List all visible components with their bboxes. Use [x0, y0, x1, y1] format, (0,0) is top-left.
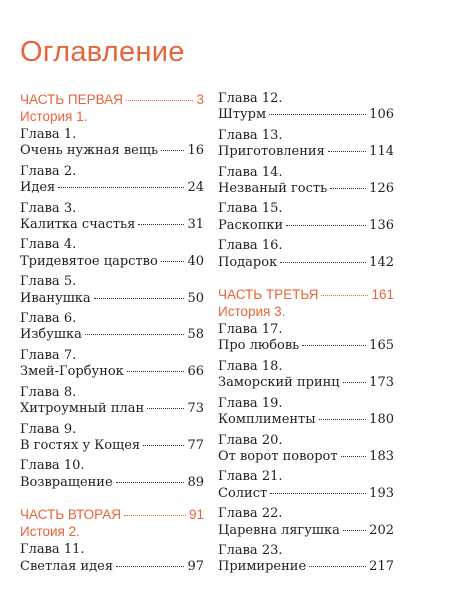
leader-dots [147, 408, 184, 409]
part-page: 161 [371, 287, 394, 303]
toc-entry[interactable] [218, 165, 394, 198]
chapter-row [20, 475, 204, 491]
chapter-title: Очень нужная вещь [20, 143, 159, 159]
chapter-page: 58 [187, 327, 204, 343]
chapter-number: Глава 15. [218, 201, 283, 217]
toc-entry[interactable] [218, 201, 394, 234]
toc-entry[interactable] [20, 385, 204, 418]
chapter-number: Глава 9. [20, 421, 77, 437]
chapter-page: 165 [369, 338, 394, 354]
chapter-title: Примирение [218, 559, 307, 575]
toc-entry[interactable] [20, 237, 204, 270]
chapter-title: Царевна лягушка [218, 522, 340, 538]
chapter-row [218, 107, 394, 123]
chapter-page: 24 [187, 180, 204, 196]
chapter-page: 66 [187, 364, 204, 380]
part-label: ЧАСТЬ ТРЕТЬЯ [218, 287, 319, 303]
leader-dots [270, 493, 366, 494]
chapter-title: Змей-Горбунок [20, 364, 124, 380]
chapter-title: Про любовь [218, 338, 300, 354]
leader-dots [126, 100, 194, 101]
chapter-number: Глава 18. [218, 358, 283, 374]
chapter-title: Комплименты [218, 412, 316, 428]
chapter-row [20, 254, 204, 270]
toc-entry[interactable] [218, 128, 394, 161]
toc-entry[interactable] [218, 238, 394, 271]
chapter-page: 114 [369, 144, 394, 160]
chapter-title: Солист [218, 485, 268, 501]
leader-dots [269, 114, 366, 115]
chapter-number: Глава 1. [20, 127, 77, 142]
chapter-row [218, 255, 394, 271]
chapter-title: От ворот поворот [218, 448, 338, 464]
chapter-page: 173 [369, 375, 394, 391]
leader-dots [116, 566, 184, 567]
leader-dots [94, 298, 185, 299]
chapter-page: 136 [369, 217, 394, 233]
leader-dots [302, 345, 366, 346]
leader-dots [319, 419, 367, 420]
chapter-number: Глава 12. [218, 91, 283, 106]
toc-entry[interactable] [20, 542, 204, 575]
toc-entry[interactable] [218, 359, 394, 392]
toc-entry[interactable] [20, 422, 204, 455]
chapter-row [20, 364, 204, 380]
leader-dots [161, 261, 185, 262]
toc-left-column [20, 91, 204, 579]
chapter-number: Глава 7. [20, 347, 77, 363]
leader-dots [343, 530, 366, 531]
leader-dots [116, 482, 185, 483]
chapter-page: 97 [187, 558, 204, 574]
chapter-number: Глава 10. [20, 458, 85, 474]
chapter-page: 73 [187, 401, 204, 417]
chapter-page: 217 [369, 559, 394, 575]
part-heading-1[interactable] [20, 91, 204, 108]
chapter-title: Хитроумный план [20, 401, 145, 417]
chapter-number: Глава 23. [218, 542, 283, 558]
chapter-title: Приготовления [218, 144, 325, 160]
toc-entry[interactable] [218, 506, 394, 539]
chapter-row [218, 181, 394, 197]
chapter-row [218, 144, 394, 160]
chapter-number: Глава 14. [218, 164, 283, 180]
leader-dots [161, 150, 184, 151]
chapter-number: Глава 6. [20, 311, 77, 327]
toc-entry[interactable] [20, 348, 204, 381]
toc-entry[interactable] [20, 201, 204, 234]
chapter-title: Светлая идея [20, 558, 114, 574]
chapter-row [20, 327, 204, 343]
chapter-row [218, 412, 394, 428]
toc-entry[interactable] [218, 543, 394, 576]
chapter-row [218, 486, 394, 502]
chapter-page: 40 [187, 253, 204, 269]
chapter-row [20, 180, 204, 196]
leader-dots [321, 295, 368, 296]
part-label: ЧАСТЬ ВТОРАЯ [20, 507, 121, 523]
chapter-title: Подарок [218, 254, 278, 270]
chapter-title: Возвращение [20, 474, 113, 490]
leader-dots [127, 371, 185, 372]
chapter-list-2 [20, 542, 204, 575]
chapter-page: 183 [369, 448, 394, 464]
chapter-number: Глава 11. [20, 542, 85, 558]
toc-entry[interactable] [218, 469, 394, 502]
chapter-number: Глава 17. [218, 322, 283, 338]
chapter-number: Глава 16. [218, 238, 283, 254]
chapter-number: Глава 22. [218, 506, 283, 522]
toc-right-column [218, 91, 394, 580]
chapter-page: 31 [187, 217, 204, 233]
chapter-number: Глава 5. [20, 274, 77, 290]
chapter-row [218, 449, 394, 465]
chapter-row [218, 375, 394, 391]
chapter-number: Глава 19. [218, 395, 283, 411]
chapter-title: Калитка счастья [20, 217, 136, 233]
toc-entry[interactable] [20, 127, 204, 160]
story-heading-1: История 1. [20, 109, 88, 124]
leader-dots [309, 566, 366, 567]
chapter-title: Незваный гость [218, 181, 328, 197]
chapter-number: Глава 8. [20, 384, 77, 400]
chapter-page: 126 [369, 181, 394, 197]
chapter-number: Глава 2. [20, 163, 77, 179]
chapter-row [20, 217, 204, 233]
story-heading-3: История 3. [218, 304, 286, 320]
chapter-row [218, 559, 394, 575]
toc-entry[interactable] [218, 91, 394, 124]
leader-dots [85, 334, 185, 335]
chapter-page: 106 [369, 107, 394, 123]
toc-entry[interactable] [20, 274, 204, 307]
chapter-row [20, 291, 204, 307]
leader-dots [328, 151, 366, 152]
chapter-page: 193 [369, 485, 394, 501]
part-page: 91 [188, 507, 204, 523]
toc-entry[interactable] [218, 433, 394, 466]
chapter-title: Иванушка [20, 290, 91, 306]
leader-dots [124, 515, 186, 516]
chapter-title: Идея [20, 180, 56, 196]
chapter-list-1 [20, 127, 204, 491]
chapter-row [20, 401, 204, 417]
chapter-row [218, 218, 394, 234]
toc-entry[interactable] [20, 458, 204, 491]
leader-dots [343, 382, 367, 383]
chapter-number: Глава 20. [218, 432, 283, 448]
toc-entry[interactable] [218, 396, 394, 429]
chapter-page: 202 [369, 522, 394, 538]
leader-dots [58, 187, 184, 188]
toc-entry[interactable] [218, 322, 394, 355]
chapter-page: 16 [187, 143, 204, 159]
chapter-title: Штурм [218, 107, 267, 123]
chapter-list-2b [218, 91, 394, 271]
chapter-page: 180 [369, 412, 394, 428]
chapter-row [20, 438, 204, 454]
chapter-title: Раскопки [218, 217, 284, 233]
chapter-title: В гостях у Кощея [20, 437, 141, 453]
chapter-page: 50 [187, 290, 204, 306]
leader-dots [286, 225, 366, 226]
chapter-title: Тридевятое царство [20, 253, 158, 269]
chapter-row [218, 338, 394, 354]
chapter-page: 89 [187, 474, 204, 490]
chapter-row [218, 523, 394, 539]
leader-dots [330, 188, 366, 189]
toc-entry[interactable] [20, 164, 204, 197]
toc-entry[interactable] [20, 311, 204, 344]
chapter-page: 77 [187, 437, 204, 453]
story-heading-2: Истоия 2. [20, 524, 80, 540]
leader-dots [341, 456, 367, 457]
chapter-page: 142 [369, 254, 394, 270]
chapter-title: Избушка [20, 327, 82, 343]
part-heading-2[interactable] [20, 506, 204, 523]
chapter-list-3 [218, 322, 394, 576]
leader-dots [280, 262, 366, 263]
page-title: Оглавление [20, 36, 185, 68]
chapter-row [20, 559, 204, 575]
leader-dots [143, 445, 184, 446]
chapter-number: Глава 4. [20, 237, 77, 253]
chapter-number: Глава 3. [20, 200, 77, 216]
chapter-number: Глава 21. [218, 469, 283, 485]
chapter-title: Заморский принц [218, 375, 340, 391]
part-label: ЧАСТЬ ПЕРВАЯ [20, 92, 123, 107]
part-heading-3[interactable] [218, 286, 394, 303]
chapter-number: Глава 13. [218, 127, 283, 143]
part-page: 3 [196, 92, 204, 107]
chapter-row [20, 143, 204, 159]
leader-dots [138, 224, 184, 225]
